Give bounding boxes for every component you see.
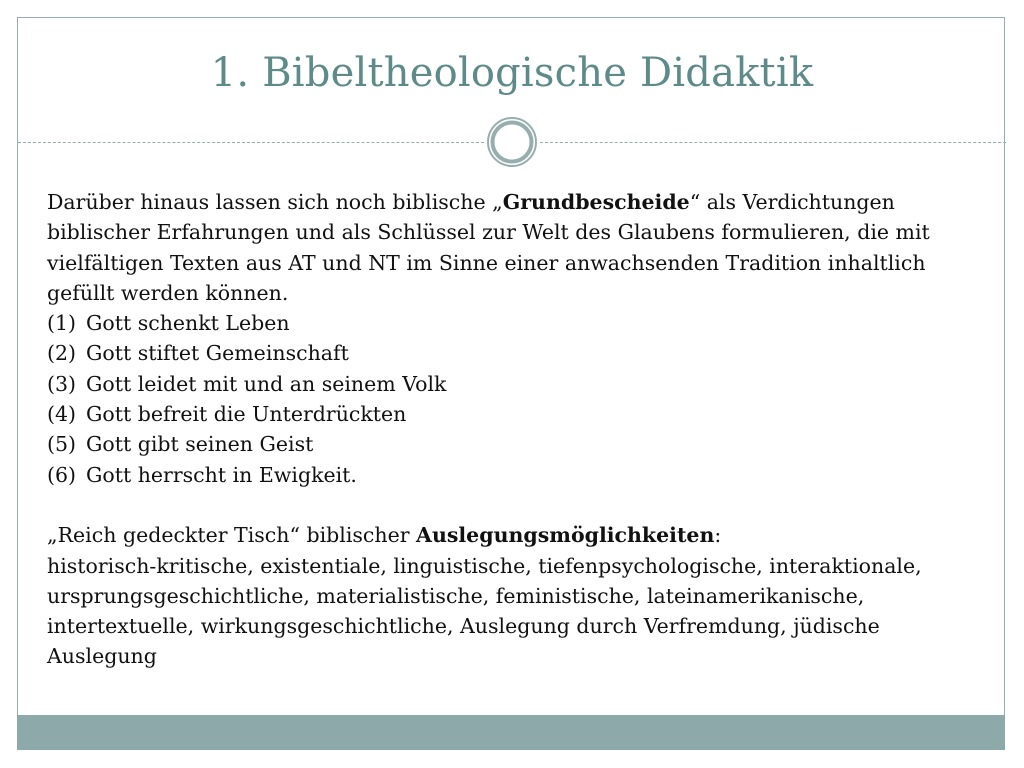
list-item-text: Gott befreit die Unterdrückten: [86, 402, 407, 427]
circle-ornament-icon: [486, 116, 538, 168]
second-text-before: „Reich gedeckter Tisch“ biblischer: [47, 523, 417, 548]
paragraph-spacer: [47, 490, 987, 520]
footer-bar: [17, 715, 1005, 750]
list-item-text: Gott leidet mit und an seinem Volk: [86, 371, 447, 396]
intro-text-after: “ als Verdichtungen biblischer Erfahrungen und als Schlüssel zur Welt des Glaubens formulieren, die mit vielfältigen Texten aus AT und NT im Sinne einer anwachsenden Tradition inhaltlich gefüllt werden können.: [47, 190, 930, 305]
list-item-number: (3): [47, 371, 77, 396]
second-text-after: :: [714, 523, 722, 548]
list-item-text: Gott schenkt Leben: [86, 311, 290, 336]
list-item-text: Gott herrscht in Ewigkeit.: [86, 462, 357, 487]
list-item: [47, 308, 987, 338]
intro-text-before: Darüber hinaus lassen sich noch biblische „: [47, 190, 503, 214]
list-item: [47, 399, 987, 429]
second-heading: [47, 520, 987, 550]
list-item-text: Gott stiftet Gemeinschaft: [86, 341, 349, 366]
list-item: [47, 429, 987, 459]
second-bold-term: Auslegungsmöglichkeiten: [416, 523, 715, 548]
list-item: [47, 338, 987, 368]
list-item: [47, 460, 987, 490]
intro-paragraph: [47, 187, 987, 308]
grundbescheide-list: [47, 308, 987, 490]
list-item-number: (2): [47, 341, 77, 366]
title-divider-right: [540, 142, 1006, 143]
second-body: historisch-kritische, existentiale, linguistische, tiefenpsychologische, interaktionale, ursprungsgeschichtliche, materialistische, feministische, lateinamerikanische, intertextuelle, wirkungsgeschichtliche, Auslegung durch Verfremdung, jüdische Auslegung: [47, 553, 922, 669]
slide-title: 1. Bibeltheologische Didaktik: [210, 50, 814, 96]
list-item-number: (1): [47, 311, 77, 336]
list-item-number: (4): [47, 402, 77, 427]
title-divider-left: [18, 142, 484, 143]
intro-bold-term: Grundbescheide: [502, 190, 690, 214]
list-item-number: (6): [47, 462, 77, 487]
list-item-number: (5): [47, 432, 77, 457]
list-item-text: Gott gibt seinen Geist: [86, 432, 314, 457]
slide-body: [47, 187, 987, 672]
list-item: [47, 369, 987, 399]
